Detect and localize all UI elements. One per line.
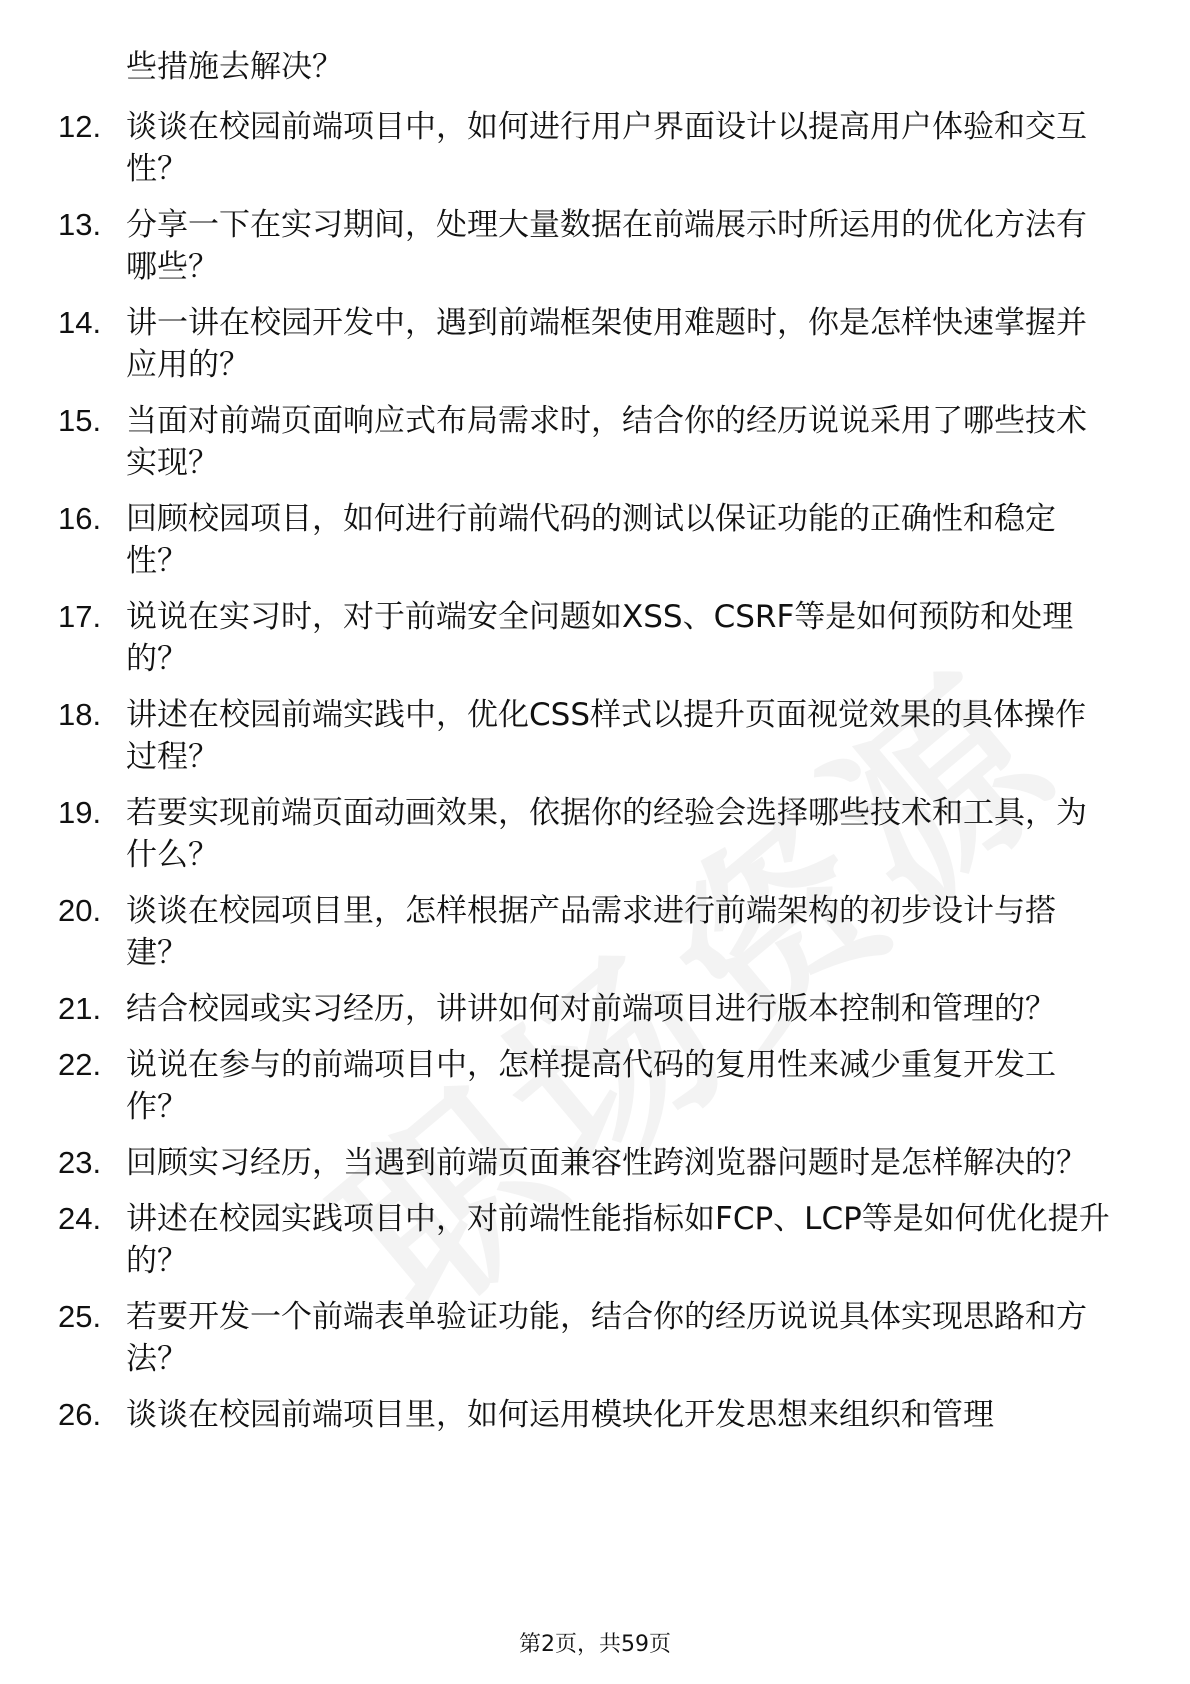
list-item: [0, 694, 1190, 778]
list-item: [0, 792, 1190, 876]
question-text: 若要开发一个前端表单验证功能，结合你的经历说说具体实现思路和方法？: [126, 1299, 1087, 1377]
question-number: 20.: [58, 893, 102, 928]
question-text: 讲述在校园实践项目中，对前端性能指标如FCP、LCP等是如何优化提升的？: [126, 1201, 1110, 1279]
question-number: 16.: [58, 501, 102, 536]
list-item: [0, 1198, 1190, 1282]
list-item: [0, 1296, 1190, 1380]
question-number: 24.: [58, 1201, 102, 1236]
question-number: 21.: [58, 991, 102, 1026]
question-text: 讲述在校园前端实践中，优化CSS样式以提升页面视觉效果的具体操作过程？: [126, 697, 1086, 775]
question-text: 分享一下在实习期间，处理大量数据在前端展示时所运用的优化方法有哪些？: [126, 207, 1087, 285]
list-item: [0, 400, 1190, 484]
question-number: 14.: [58, 305, 102, 340]
question-number: 25.: [58, 1299, 102, 1334]
question-text: 讲一讲在校园开发中，遇到前端框架使用难题时，你是怎样快速掌握并应用的？: [126, 305, 1087, 383]
list-item: [0, 204, 1190, 288]
question-text: 结合校园或实习经历，讲讲如何对前端项目进行版本控制和管理的？: [126, 991, 1056, 1027]
question-number: 15.: [58, 403, 102, 438]
list-item: [0, 596, 1190, 680]
continued-question-text: 些措施去解决？: [126, 49, 343, 85]
question-text: 回顾实习经历，当遇到前端页面兼容性跨浏览器问题时是怎样解决的？: [126, 1145, 1087, 1181]
list-item: [0, 988, 1190, 1030]
list-item: [0, 1044, 1190, 1128]
list-item: [0, 106, 1190, 190]
question-number: 19.: [58, 795, 102, 830]
question-text: 谈谈在校园前端项目中，如何进行用户界面设计以提高用户体验和交互性？: [126, 109, 1087, 187]
list-item: [0, 1142, 1190, 1184]
question-text: 回顾校园项目，如何进行前端代码的测试以保证功能的正确性和稳定性？: [126, 501, 1056, 579]
question-number: 17.: [58, 599, 102, 634]
question-text: 说说在实习时，对于前端安全问题如XSS、CSRF等是如何预防和处理的？: [126, 599, 1074, 677]
question-text: 若要实现前端页面动画效果，依据你的经验会选择哪些技术和工具，为什么？: [126, 795, 1087, 873]
question-text: 当面对前端页面响应式布局需求时，结合你的经历说说采用了哪些技术实现？: [126, 403, 1087, 481]
question-text: 说说在参与的前端项目中，怎样提高代码的复用性来减少重复开发工作？: [126, 1047, 1056, 1125]
question-number: 13.: [58, 207, 102, 242]
list-item: [0, 1394, 1190, 1436]
question-list: [0, 106, 1190, 1450]
question-number: 26.: [58, 1397, 102, 1432]
list-item: [0, 498, 1190, 582]
list-item: [0, 302, 1190, 386]
question-number: 18.: [58, 697, 102, 732]
list-item: [0, 890, 1190, 974]
page-number-footer: 第2页，共59页: [519, 1632, 671, 1657]
question-number: 23.: [58, 1145, 102, 1180]
question-number: 22.: [58, 1047, 102, 1082]
question-text: 谈谈在校园项目里，怎样根据产品需求进行前端架构的初步设计与搭建？: [126, 893, 1056, 971]
question-text: 谈谈在校园前端项目里，如何运用模块化开发思想来组织和管理: [126, 1397, 994, 1433]
question-number: 12.: [58, 109, 102, 144]
